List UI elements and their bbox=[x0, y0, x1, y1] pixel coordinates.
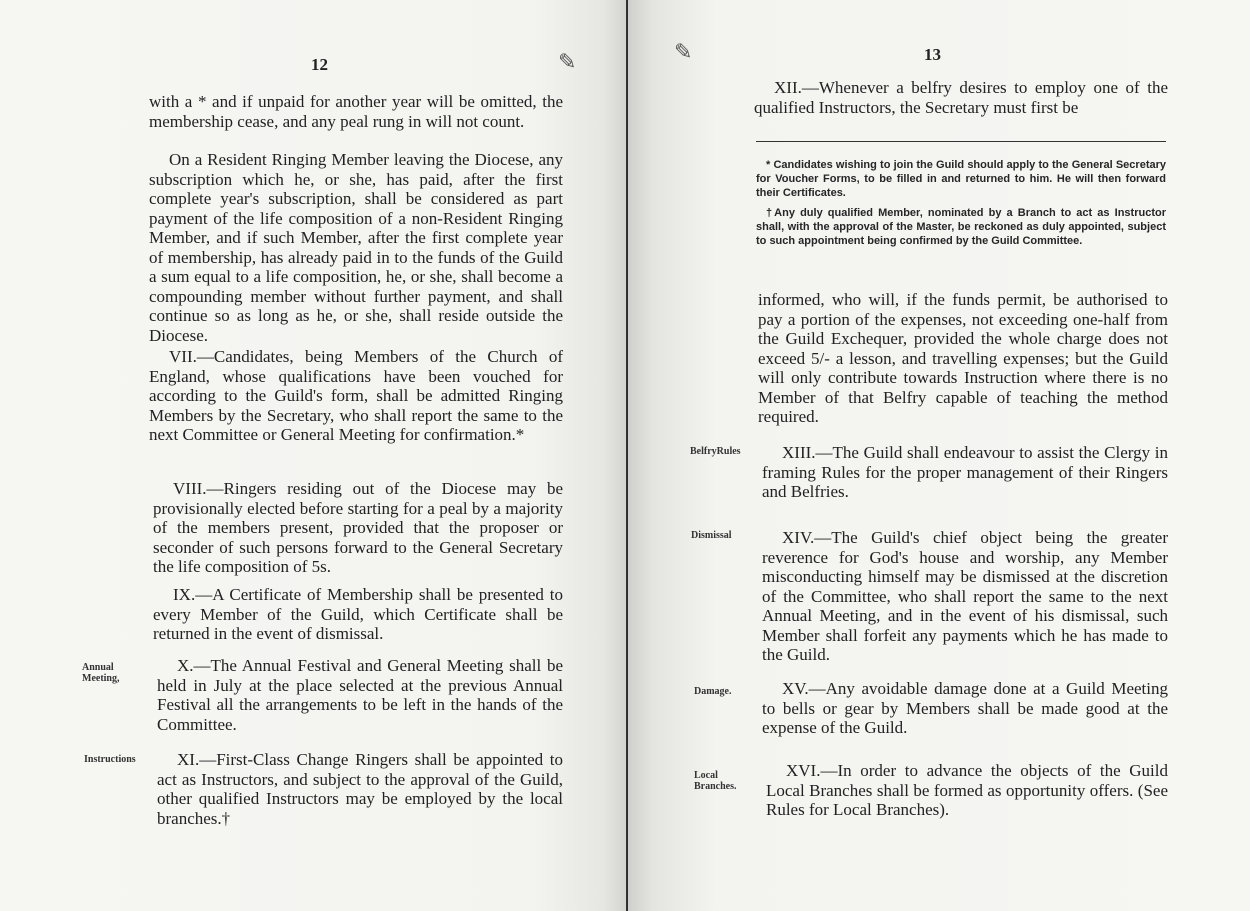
rule-xii-continued: informed, who will, if the funds permit, be authorised to pay a portion of the expenses, not exceeding one-half from the Guild Exchequer, provided the whole charge does not exceed 5/- a lesson, and travelling expenses; but the Guild will only contribute towards Instruction where there is no Member of that Belfry capable of teaching the method required. bbox=[758, 290, 1168, 426]
rule-viii: VIII.—Ringers residing out of the Diocese may be provisionally elected before starting for a peal by a majority of the members present, provided that the proposer or seconder of such persons forward to the General Secretary the life composition of 5s. bbox=[153, 479, 563, 576]
rule-xv: XV.—Any avoidable damage done at a Guild Meeting to bells or gear by Members shall be made good at the expense of the Guild. bbox=[762, 679, 1168, 737]
page-number-right: 13 bbox=[924, 45, 941, 64]
rule-vii: VII.—Candidates, being Members of the Church of England, whose qualifications have been vouched for according to the Guild's form, shall be admitted Ringing Members by the Secretary, who shall report the same to the next Committee or General Meeting for confirmation.* bbox=[149, 347, 563, 444]
right-page bbox=[628, 0, 1250, 911]
side-note-annual-meeting: Annual Meeting, bbox=[82, 662, 120, 684]
rule-xiii: XIII.—The Guild shall endeavour to assist the Clergy in framing Rules for the proper management of their Ringers and Belfries. bbox=[762, 443, 1168, 501]
footnote-1: * Candidates wishing to join the Guild should apply to the General Secretary for Voucher Forms, to be filled in and returned to him. He will then forward their Certificates. bbox=[756, 159, 1166, 199]
footnote-rule bbox=[756, 141, 1166, 142]
side-note-damage: Damage. bbox=[694, 686, 732, 697]
footnote-2: †Any duly qualified Member, nominated by a Branch to act as Instructor shall, with the approval of the Master, be reckoned as duly appointed, subject to such appointment being confirmed by the Guild Committee. bbox=[756, 207, 1166, 247]
ink-mark: ✎ bbox=[558, 50, 577, 75]
side-note-belfry-rules: BelfryRules bbox=[690, 446, 741, 457]
footnotes bbox=[756, 158, 1166, 248]
rule-xi: XI.—First-Class Change Ringers shall be appointed to act as Instructors, and subject to the approval of the Guild, other qualified Instructors may be employed by the local branches.† bbox=[157, 750, 563, 828]
side-note-instructions: Instructions bbox=[84, 754, 136, 765]
continuation-paragraph: with a * and if unpaid for another year will be omitted, the membership cease, and any peal rung in will not count. bbox=[149, 92, 563, 131]
page-number-left: 12 bbox=[311, 55, 328, 74]
ink-mark: ✎ bbox=[674, 40, 693, 65]
resident-member-paragraph: On a Resident Ringing Member leaving the Diocese, any subscription which he, or she, has paid, after the first complete year's subscription, shall be considered as part payment of the life composition of a non-Resident Ringing Member, and if such Member, after the first complete year of membership, has already paid in to the funds of the Guild a sum equal to a life composition, he, or she, shall become a compounding member without further payment, and shall continue so as long as he, or she, shall reside outside the Diocese. bbox=[149, 150, 563, 345]
rule-x: X.—The Annual Festival and General Meeting shall be held in July at the place selected at the previous Annual Festival all the arrangements to be left in the hands of the Committee. bbox=[157, 656, 563, 734]
rule-xiv: XIV.—The Guild's chief object being the greater reverence for God's house and worship, any Member misconducting himself may be dismissed at the discretion of the Committee, who shall report the same to the next Annual Meeting, and in the event of his dismissal, such Member shall forfeit any payments which he has made to the Guild. bbox=[762, 528, 1168, 664]
side-note-dismissal: Dismissal bbox=[691, 530, 732, 541]
rule-xvi: XVI.—In order to advance the objects of the Guild Local Branches shall be formed as opportunity offers. (See Rules for Local Branches). bbox=[766, 761, 1168, 819]
side-note-local-branches: Local Branches. bbox=[694, 770, 737, 792]
rule-ix: IX.—A Certificate of Membership shall be presented to every Member of the Guild, which Certificate shall be returned in the event of dismissal. bbox=[153, 585, 563, 643]
rule-xii-start: XII.—Whenever a belfry desires to employ one of the qualified Instructors, the Secretary must first be bbox=[754, 78, 1168, 117]
